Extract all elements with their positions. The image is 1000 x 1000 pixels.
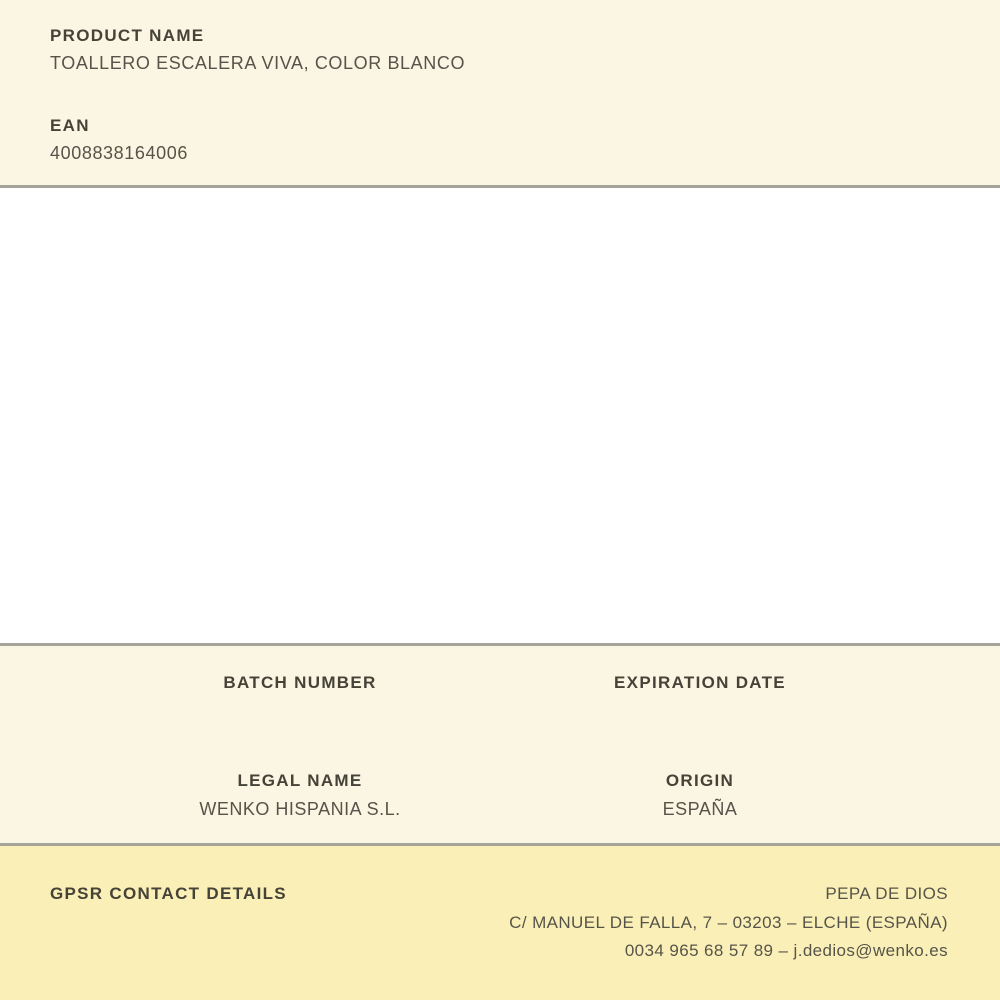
contact-address: C/ MANUEL DE FALLA, 7 – 03203 – ELCHE (ESPAÑA) (509, 912, 948, 932)
product-name-field (50, 25, 950, 74)
batch-number-label: BATCH NUMBER (223, 673, 377, 692)
batch-number-field (100, 672, 500, 701)
product-info-section (0, 0, 1000, 185)
origin-value: ESPAÑA (662, 799, 738, 819)
expiration-date-label: EXPIRATION DATE (614, 673, 786, 692)
ean-field (50, 115, 950, 164)
origin-field (500, 770, 900, 820)
gpsr-contact-label: GPSR CONTACT DETAILS (50, 884, 287, 903)
legal-name-field (100, 770, 500, 820)
gpsr-contact-section (0, 846, 1000, 1000)
contact-name: PEPA DE DIOS (825, 884, 948, 903)
origin-label: ORIGIN (665, 771, 735, 790)
blank-section (0, 188, 1000, 643)
details-row-legal-origin (100, 770, 900, 820)
product-name-label: PRODUCT NAME (50, 26, 205, 45)
details-row-batch-expiration (100, 672, 900, 701)
ean-value: 4008838164006 (50, 143, 188, 163)
legal-name-value: WENKO HISPANIA S.L. (199, 799, 401, 819)
legal-name-label: LEGAL NAME (237, 771, 363, 790)
expiration-date-field (500, 672, 900, 701)
gpsr-contact-info (509, 880, 948, 966)
contact-phone-email: 0034 965 68 57 89 – j.dedios@wenko.es (624, 941, 948, 960)
details-section (0, 646, 1000, 843)
product-name-value: TOALLERO ESCALERA VIVA, COLOR BLANCO (50, 53, 466, 73)
ean-label: EAN (50, 116, 90, 135)
